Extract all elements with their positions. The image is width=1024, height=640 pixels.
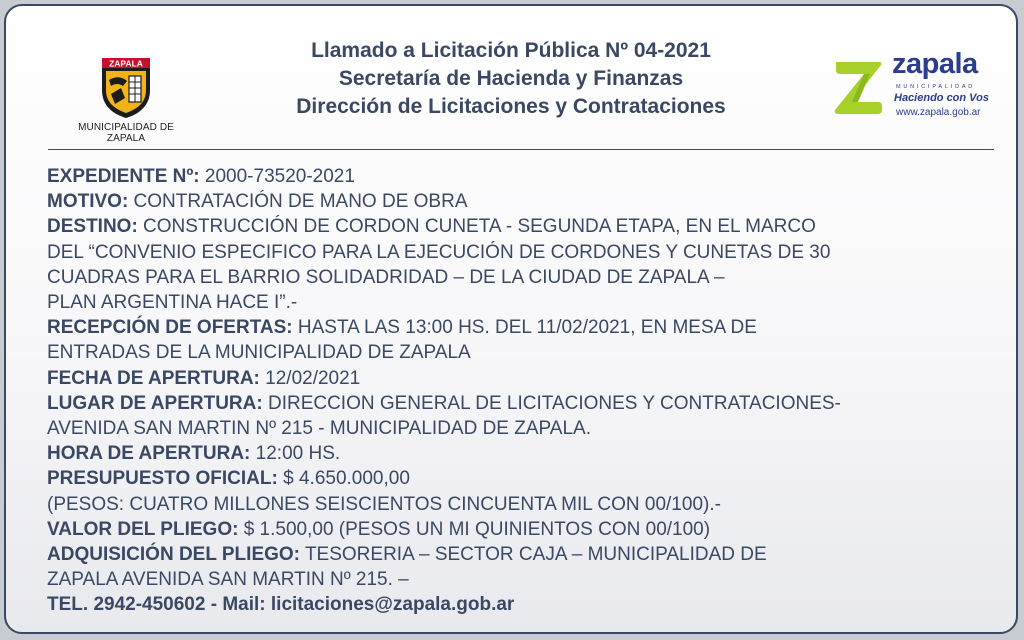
adquisicion-line [47,542,997,567]
brand-name: zapala [892,48,978,80]
presupuesto-line [47,466,997,491]
recepcion-line-2: ENTRADAS DE LA MUNICIPALIDAD DE ZAPALA [47,342,471,364]
destino-line-3: CUADRAS PARA EL BARRIO SOLIDADRIDAD – DE LA CIUDAD DE ZAPALA – [47,266,725,288]
lugar-line-2: AVENIDA SAN MARTIN Nº 215 - MUNICIPALIDAD DE ZAPALA. [47,418,591,440]
destino-line-2: DEL “CONVENIO ESPECIFICO PARA LA EJECUCIÓN DE CORDONES Y CUNETAS DE 30 [47,241,831,263]
z-logo-icon [832,58,884,116]
lugar-line [47,391,997,416]
brand-url[interactable]: www.zapala.gob.ar [896,107,981,118]
contact-line[interactable]: TEL. 2942-450602 - Mail: licitaciones@zapala.gob.ar [47,594,515,616]
presupuesto-line-2: (PESOS: CUATRO MILLONES SEISCIENTOS CINCUENTA MIL CON 00/100).- [47,493,721,515]
destino-line-4: PLAN ARGENTINA HACE I”.- [47,292,298,314]
destino-line [47,214,997,239]
field-label: VALOR DEL PLIEGO: [47,518,239,540]
motivo-line [47,189,997,214]
field-value: $ 1.500,00 (PESOS UN MI QUINIENTOS CON 00/100) [238,518,711,540]
secretariat-name: Secretaría de Hacienda y Finanzas [338,67,684,90]
field-value: 12/02/2021 [259,367,361,389]
field-value: 2000-73520-2021 [199,166,355,187]
field-label: ADQUISICIÓN DEL PLIEGO: [47,544,301,566]
valor-line [47,517,997,542]
field-label: PRESUPUESTO OFICIAL: [47,468,278,490]
field-label: FECHA DE APERTURA: [47,367,260,389]
brand-subtitle: MUNICIPALIDAD [896,84,976,90]
field-value: TESORERIA – SECTOR CAJA – MUNICIPALIDAD DE [300,544,767,566]
brand-slogan: Haciendo con Vos [894,92,989,104]
hora-line [47,441,997,466]
field-label: DESTINO: [47,216,138,238]
field-label: LUGAR DE APERTURA: [47,392,263,414]
notice-title: Llamado a Licitación Pública Nº 04-2021 [311,39,711,62]
svg-text:ZAPALA: ZAPALA [109,58,143,69]
zapala-brand-logo [832,48,997,126]
adquisicion-line-2: ZAPALA AVENIDA SAN MARTIN Nº 215. – [47,569,409,591]
field-value: DIRECCION GENERAL DE LICITACIONES Y CONTRATACIONES- [262,392,841,414]
field-value: 12:00 HS. [250,443,341,465]
fecha-line [47,366,997,391]
field-value: HASTA LAS 13:00 HS. DEL 11/02/2021, EN MESA DE [292,317,757,339]
municipal-seal [61,50,191,144]
notice-body [47,164,997,618]
header-divider [48,149,994,150]
field-label: RECEPCIÓN DE OFERTAS: [47,317,293,339]
field-label: HORA DE APERTURA: [47,443,251,465]
seal-caption: MUNICIPALIDAD DE ZAPALA [78,122,174,144]
coat-of-arms-icon [99,50,153,120]
field-label: EXPEDIENTE Nº: [47,166,200,187]
field-value: CONTRATACIÓN DE MANO DE OBRA [128,191,468,213]
recepcion-line [47,315,997,340]
directorate-name: Dirección de Licitaciones y Contrataciones [296,95,726,118]
field-label: MOTIVO: [47,191,129,213]
header-titles [211,37,811,121]
expediente-line [47,164,997,189]
field-value: $ 4.650.000,00 [277,468,410,490]
field-value: CONSTRUCCIÓN DE CORDON CUNETA - SEGUNDA ETAPA, EN EL MARCO [137,216,816,238]
